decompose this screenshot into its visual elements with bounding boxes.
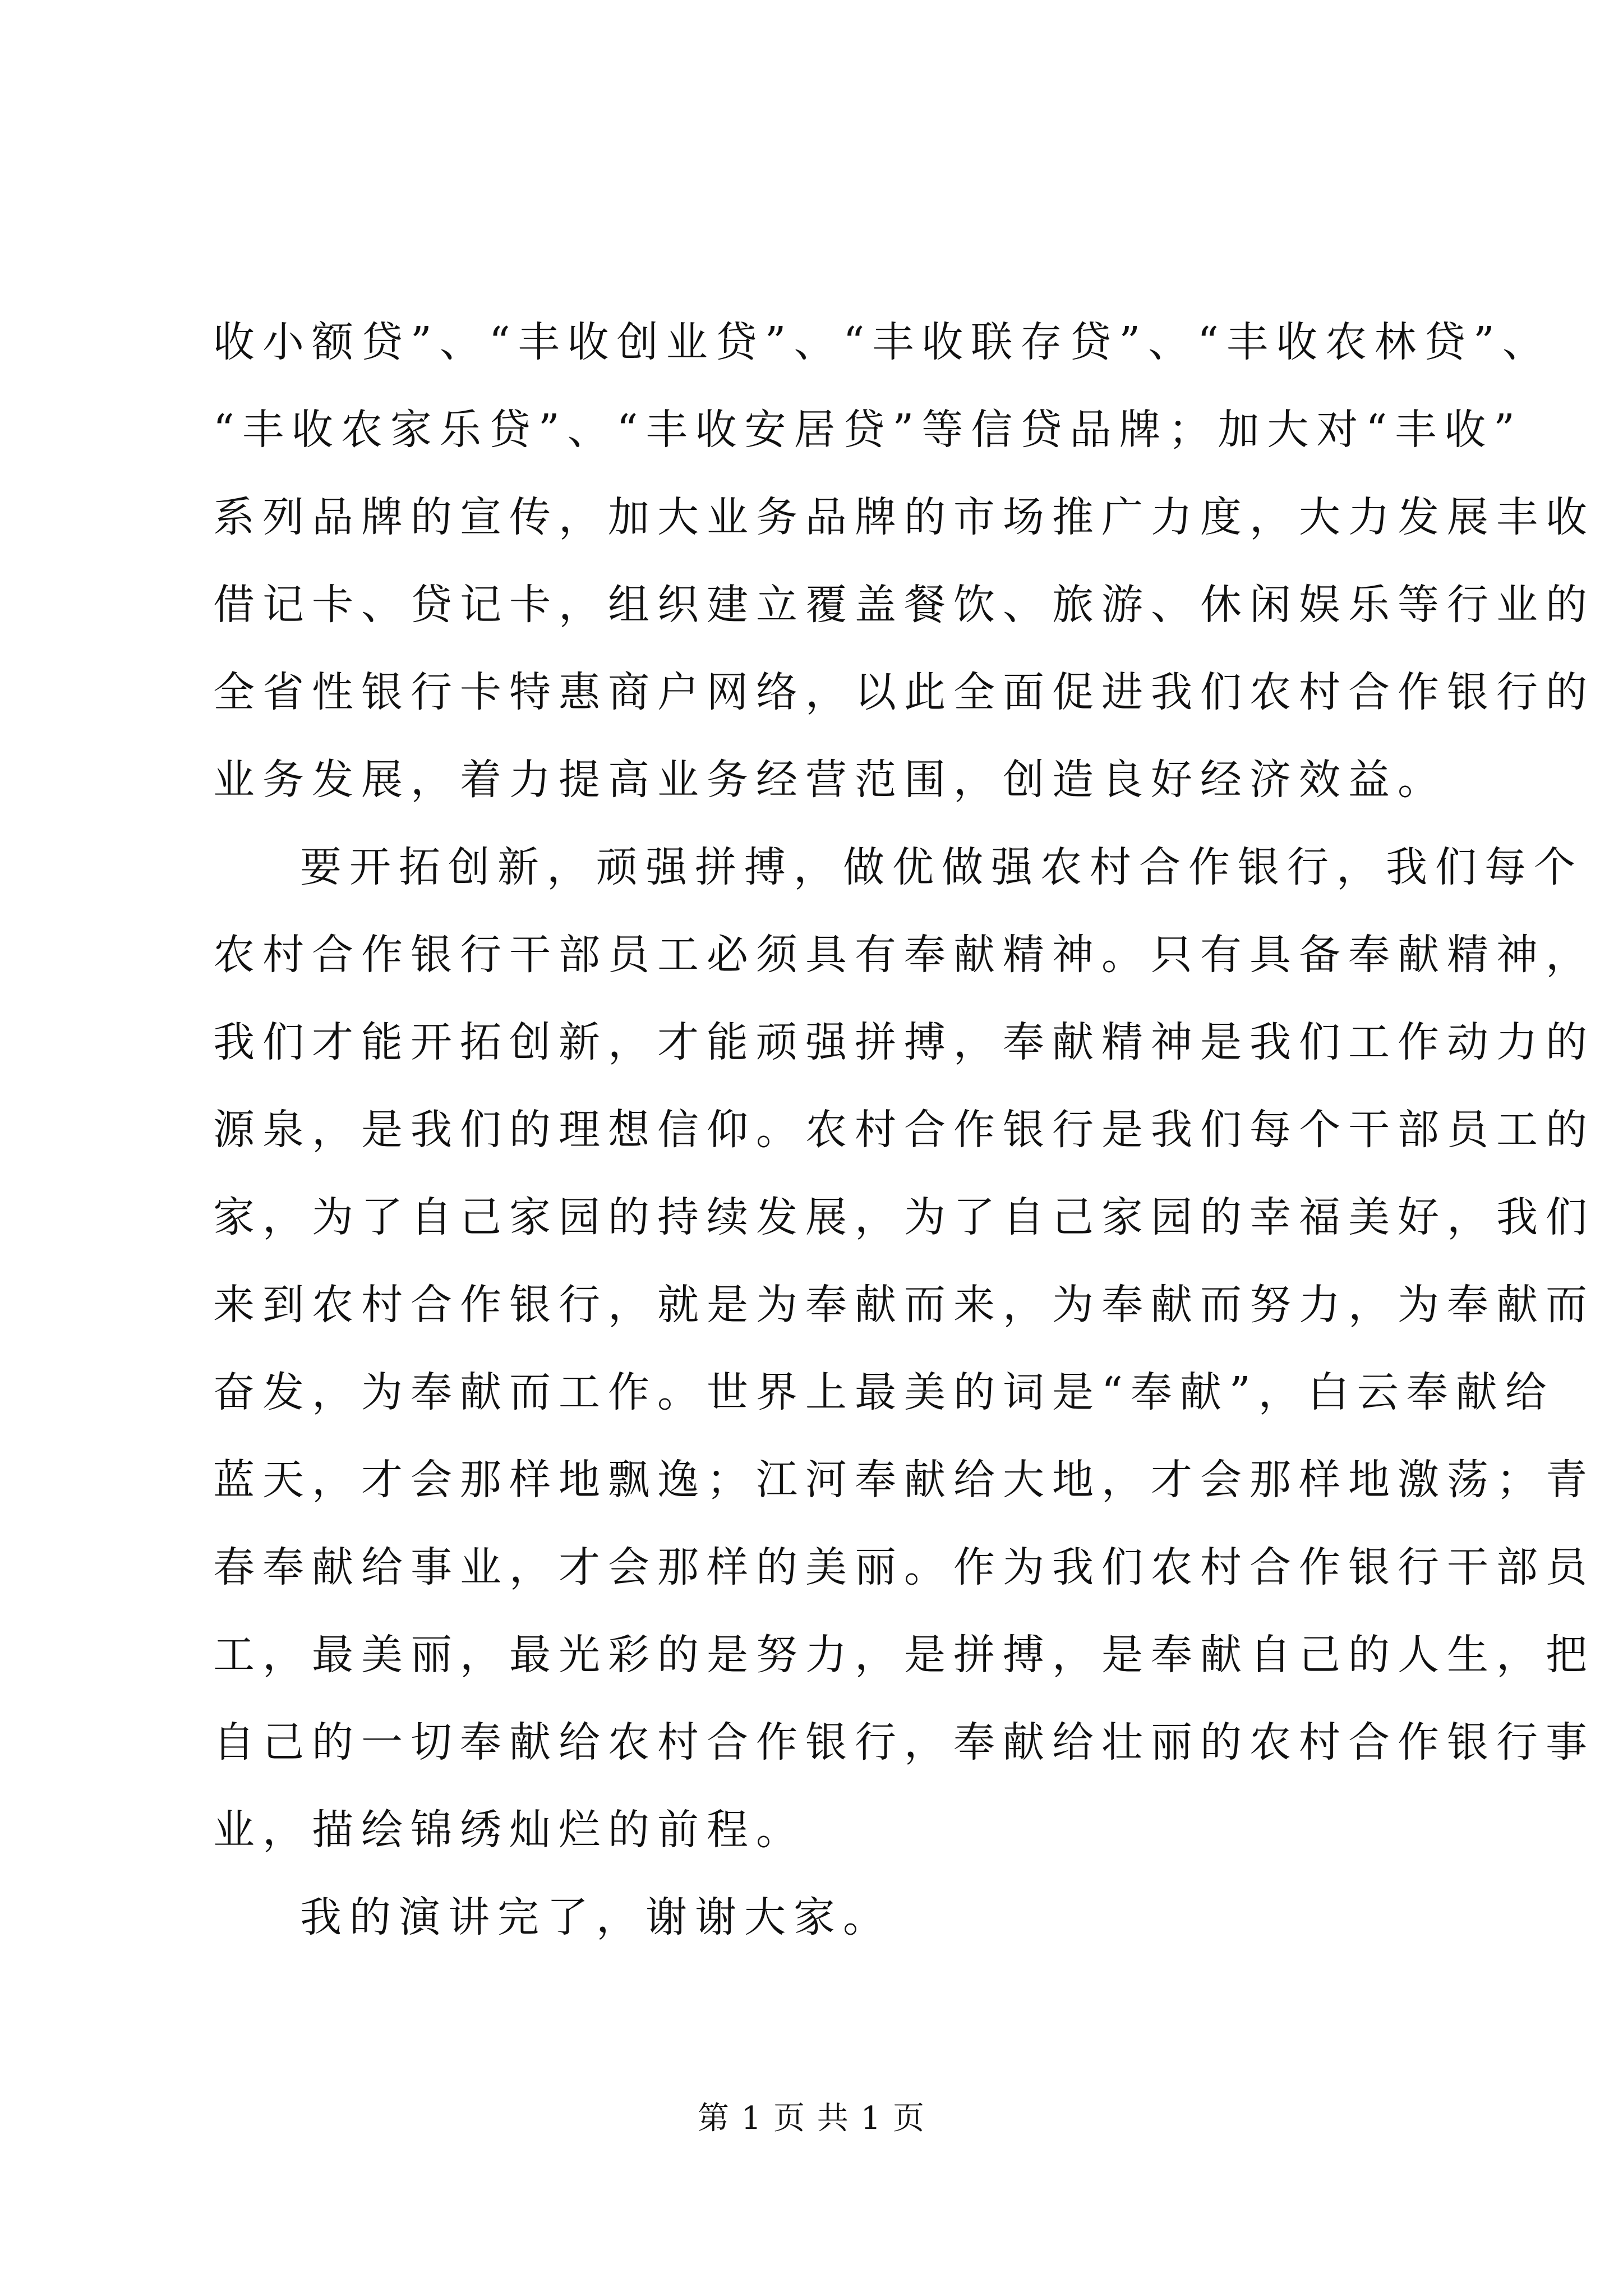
text-line: 我的演讲完了，谢谢大家。 xyxy=(300,1893,892,1941)
text-line: 春奉献给事业，才会那样的美丽。作为我们农村合作银行干部员 xyxy=(213,1543,1595,1591)
text-line: 借记卡、贷记卡，组织建立覆盖餐饮、旅游、休闲娱乐等行业的 xyxy=(213,581,1595,629)
text-line: 要开拓创新，顽强拼搏，做优做强农村合作银行，我们每个 xyxy=(300,843,1583,891)
text-line: 蓝天，才会那样地飘逸；江河奉献给大地，才会那样地激荡；青 xyxy=(213,1456,1595,1504)
text-line: 奋发，为奉献而工作。世界上最美的词是“奉献”，白云奉献给 xyxy=(213,1368,1555,1416)
text-line: 收小额贷”、“丰收创业贷”、“丰收联存贷”、“丰收农林贷”、 xyxy=(213,318,1552,366)
text-line: 工，最美丽，最光彩的是努力，是拼搏，是奉献自己的人生，把 xyxy=(213,1631,1595,1679)
text-line: 全省性银行卡特惠商户网络，以此全面促进我们农村合作银行的 xyxy=(213,668,1595,716)
text-line: 家，为了自己家园的持续发展，为了自己家园的幸福美好，我们 xyxy=(213,1193,1595,1241)
page-footer: 第 1 页 共 1 页 xyxy=(697,2100,926,2137)
text-line: 系列品牌的宣传，加大业务品牌的市场推广力度，大力发展丰收 xyxy=(213,493,1595,541)
text-line: 业务发展，着力提高业务经营范围，创造良好经济效益。 xyxy=(213,756,1447,804)
text-line: 来到农村合作银行，就是为奉献而来，为奉献而努力，为奉献而 xyxy=(213,1281,1595,1329)
text-line: 我们才能开拓创新，才能顽强拼搏，奉献精神是我们工作动力的 xyxy=(213,1018,1595,1066)
text-line: 业，描绘锦绣灿烂的前程。 xyxy=(213,1806,805,1854)
text-line: 自己的一切奉献给农村合作银行，奉献给壮丽的农村合作银行事 xyxy=(213,1718,1595,1766)
text-line: “丰收农家乐贷”、“丰收安居贷”等信贷品牌；加大对“丰收” xyxy=(213,406,1523,454)
text-line: 农村合作银行干部员工必须具有奉献精神。只有具备奉献精神， xyxy=(213,931,1595,979)
text-line: 源泉，是我们的理想信仰。农村合作银行是我们每个干部员工的 xyxy=(213,1106,1595,1154)
